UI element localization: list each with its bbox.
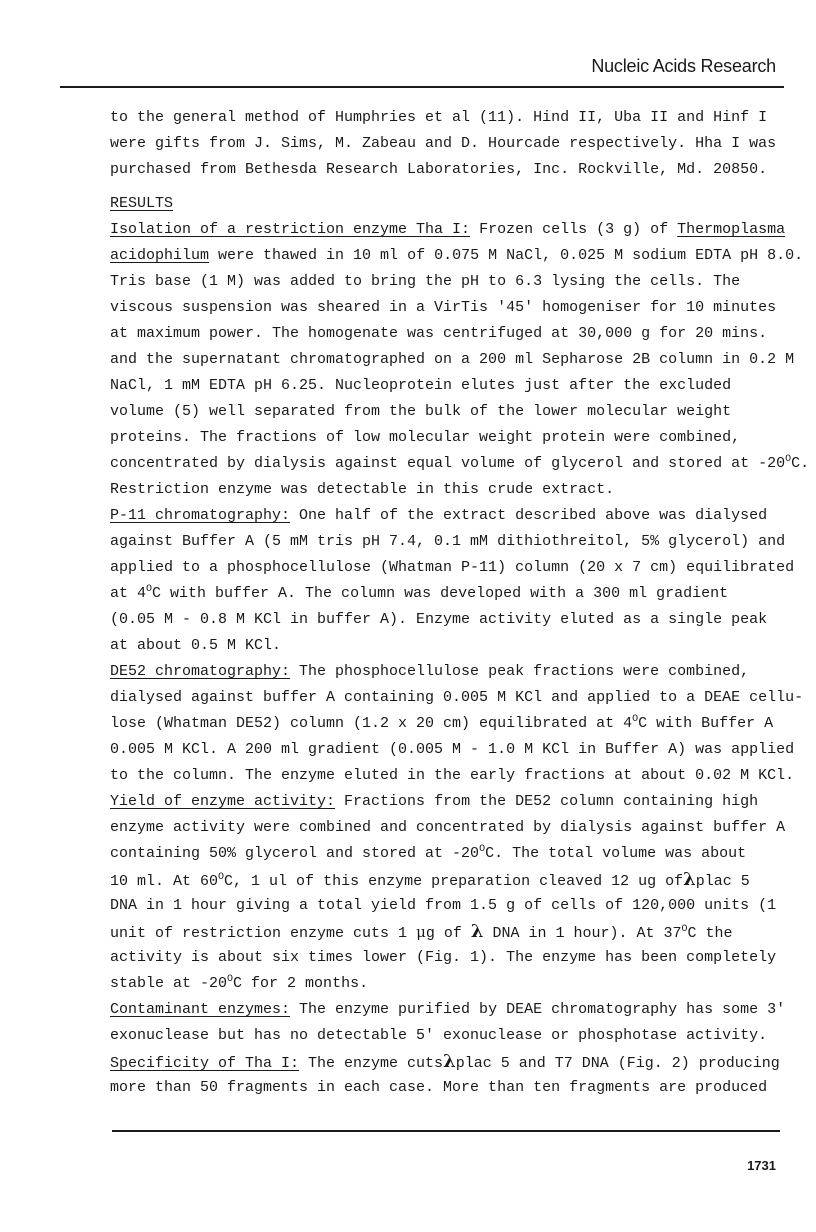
text-line: unit of restriction enzyme cuts 1 μg of λ DNA in 1 hour). At $37^OC$ the <box>110 921 733 942</box>
text-line: against Buffer A (5 mM tris pH 7.4, 0.1 mM dithiothreitol, 5% glycerol) and <box>110 533 786 550</box>
text-line: to the general method of Humphries et al (11). Hind II, Uba II and Hinf I <box>110 109 768 126</box>
text-line: Tris base (1 M) was added to bring the pH to 6.3 lysing the cells. The <box>110 273 741 290</box>
results-heading: RESULTS <box>110 195 174 212</box>
article-body <box>110 105 810 1101</box>
text-line: proteins. The fractions of low molecular weight protein were combined, <box>110 429 741 446</box>
text-line: (0.05 M - 0.8 M KCl in buffer A). Enzyme activity eluted as a single peak <box>110 611 768 628</box>
contaminant-section: Contaminant enzymes: The enzyme purified by DEAE chromatography has some 3' exonuclease but has no detectable 5' exonuclease or phosphotase activity. <box>110 997 790 1049</box>
text-line: more than 50 fragments in each case. More than ten fragments are produced <box>110 1079 768 1096</box>
isolation-heading: Isolation of a restriction enzyme Tha I: <box>110 221 471 238</box>
organism-name: acidophilum <box>110 247 210 264</box>
organism-name: Thermoplasma <box>677 221 786 238</box>
contaminant-heading: Contaminant enzymes: <box>110 1001 291 1018</box>
yield-section: Yield of enzyme activity: Fractions from the DE52 column containing high enzyme activity were combined and concentrated by dialysis against buffer A containing 50% glycerol and stored at $-20^OC$. The total volume was about 10 ml. At $60^OC$, 1 ul of this enzyme preparation cleaved 12 ug ofλplac 5 DNA in 1 hour giving a total yield from 1.5 g of cells of 120,000 units (1 unit of restriction enzyme cuts 1 μg of λ DNA in 1 hour). At $37^OC$ the activity is about six times lower (Fig. 1). The enzyme has been completely stable at $-20^OC$ for 2 months. <box>110 789 790 997</box>
text-line: at about 0.5 M KCl. <box>110 637 282 654</box>
text-line: exonuclease but has no detectable 5' exonuclease or phosphotase activity. <box>110 1027 768 1044</box>
text-line: viscous suspension was sheared in a VirTis '45' homogeniser for 10 minutes <box>110 299 777 316</box>
text-line: at $4^OC$ with buffer A. The column was developed with a 300 ml gradient <box>110 584 729 602</box>
text-line: volume (5) well separated from the bulk of the lower molecular weight <box>110 403 732 420</box>
text-line: purchased from Bethesda Research Laboratories, Inc. Rockville, Md. 20850. <box>110 161 768 178</box>
text-line: concentrated by dialysis against equal volume of glycerol and stored at $-20^OC$. <box>110 454 810 472</box>
intro-paragraph <box>110 105 790 183</box>
p11-section: P-11 chromatography: One half of the extract described above was dialysed against Buffer A (5 mM tris pH 7.4, 0.1 mM dithiothreitol, 5% glycerol) and applied to a phosphocellulose (Whatman P-11) column (20 x 7 cm) equilibrated at $4^OC$ with buffer A. The column was developed with a 300 ml gradient (0.05 M - 0.8 M KCl in buffer A). Enzyme activity eluted as a single peak at about 0.5 M KCl. <box>110 503 790 659</box>
journal-title: Nucleic Acids Research <box>591 56 776 76</box>
text-line: 0.005 M KCl. A 200 ml gradient (0.005 M - 1.0 M KCl in Buffer A) was applied <box>110 741 795 758</box>
page-number: 1731 <box>747 1158 776 1173</box>
mu-symbol: μ <box>416 923 426 941</box>
text-line: Restriction enzyme was detectable in this crude extract. <box>110 481 615 498</box>
specificity-section: Specificity of Tha I: The enzyme cutsλplac 5 and T7 DNA (Fig. 2) producing more than 50 fragments in each case. More than ten fragments are produced <box>110 1049 790 1101</box>
text-line: dialysed against buffer A containing 0.005 M KCl and applied to a DEAE cellu- <box>110 689 804 706</box>
text-line: and the supernatant chromatographed on a 200 ml Sepharose 2B column in 0.2 M <box>110 351 795 368</box>
text-line: NaCl, 1 mM EDTA pH 6.25. Nucleoprotein elutes just after the excluded <box>110 377 732 394</box>
text-line: enzyme activity were combined and concentrated by dialysis against buffer A <box>110 819 786 836</box>
text-line: DNA in 1 hour giving a total yield from 1.5 g of cells of 120,000 units (1 <box>110 897 777 914</box>
isolation-section: Isolation of a restriction enzyme Tha I: Frozen cells (3 g) of Thermoplasma acidophilum were thawed in 10 ml of 0.075 M NaCl, 0.025 M sodium EDTA pH 8.0. Tris base (1 M) was added to bring the pH to 6.3 lysing the cells. The viscous suspension was sheared in a VirTis '45' homogeniser for 10 minutes at maximum power. The homogenate was centrifuged at 30,000 g for 20 mins. and the supernatant chromatographed on a 200 ml Sepharose 2B column in 0.2 M NaCl, 1 mM EDTA pH 6.25. Nucleoprotein elutes just after the excluded volume (5) well separated from the bulk of the lower molecular weight proteins. The fractions of low molecular weight protein were combined, concentrated by dialysis against equal volume of glycerol and stored at $-20^OC$. Restriction enzyme was detectable in this crude extract. <box>110 217 790 503</box>
text-line: at maximum power. The homogenate was centrifuged at 30,000 g for 20 mins. <box>110 325 768 342</box>
text-line: to the column. The enzyme eluted in the early fractions at about 0.02 M KCl. <box>110 767 795 784</box>
lambda-symbol: λ <box>470 921 484 942</box>
text-line: stable at $-20^OC$ for 2 months. <box>110 974 369 992</box>
text-line: were gifts from J. Sims, M. Zabeau and D. Hourcade respectively. Hha I was <box>110 135 777 152</box>
text-line: lose (Whatman DE52) column (1.2 x 20 cm) equilibrated at $4^OC$ with Buffer A <box>110 714 774 732</box>
text-line: 10 ml. At $60^OC$, 1 ul of this enzyme preparation cleaved 12 ug ofλplac 5 <box>110 869 750 890</box>
yield-heading: Yield of enzyme activity: <box>110 793 336 810</box>
specificity-heading: Specificity of Tha I: <box>110 1055 300 1072</box>
de52-section: DE52 chromatography: The phosphocellulose peak fractions were combined, dialysed against buffer A containing 0.005 M KCl and applied to a DEAE cellu- lose (Whatman DE52) column (1.2 x 20 cm) equilibrated at $4^OC$ with Buffer A 0.005 M KCl. A 200 ml gradient (0.005 M - 1.0 M KCl in Buffer A) was applied to the column. The enzyme eluted in the early fractions at about 0.02 M KCl. <box>110 659 790 789</box>
text-line: activity is about six times lower (Fig. 1). The enzyme has been completely <box>110 949 777 966</box>
text-line: containing 50% glycerol and stored at $-20^OC$. The total volume was about <box>110 844 747 862</box>
p11-heading: P-11 chromatography: <box>110 507 291 524</box>
lambda-symbol: λ <box>683 869 696 890</box>
text-line: applied to a phosphocellulose (Whatman P-11) column (20 x 7 cm) equilibrated <box>110 559 795 576</box>
header-rule <box>60 86 784 88</box>
footer-rule <box>112 1130 780 1132</box>
lambda-symbol: λ <box>443 1051 456 1072</box>
de52-heading: DE52 chromatography: <box>110 663 291 680</box>
